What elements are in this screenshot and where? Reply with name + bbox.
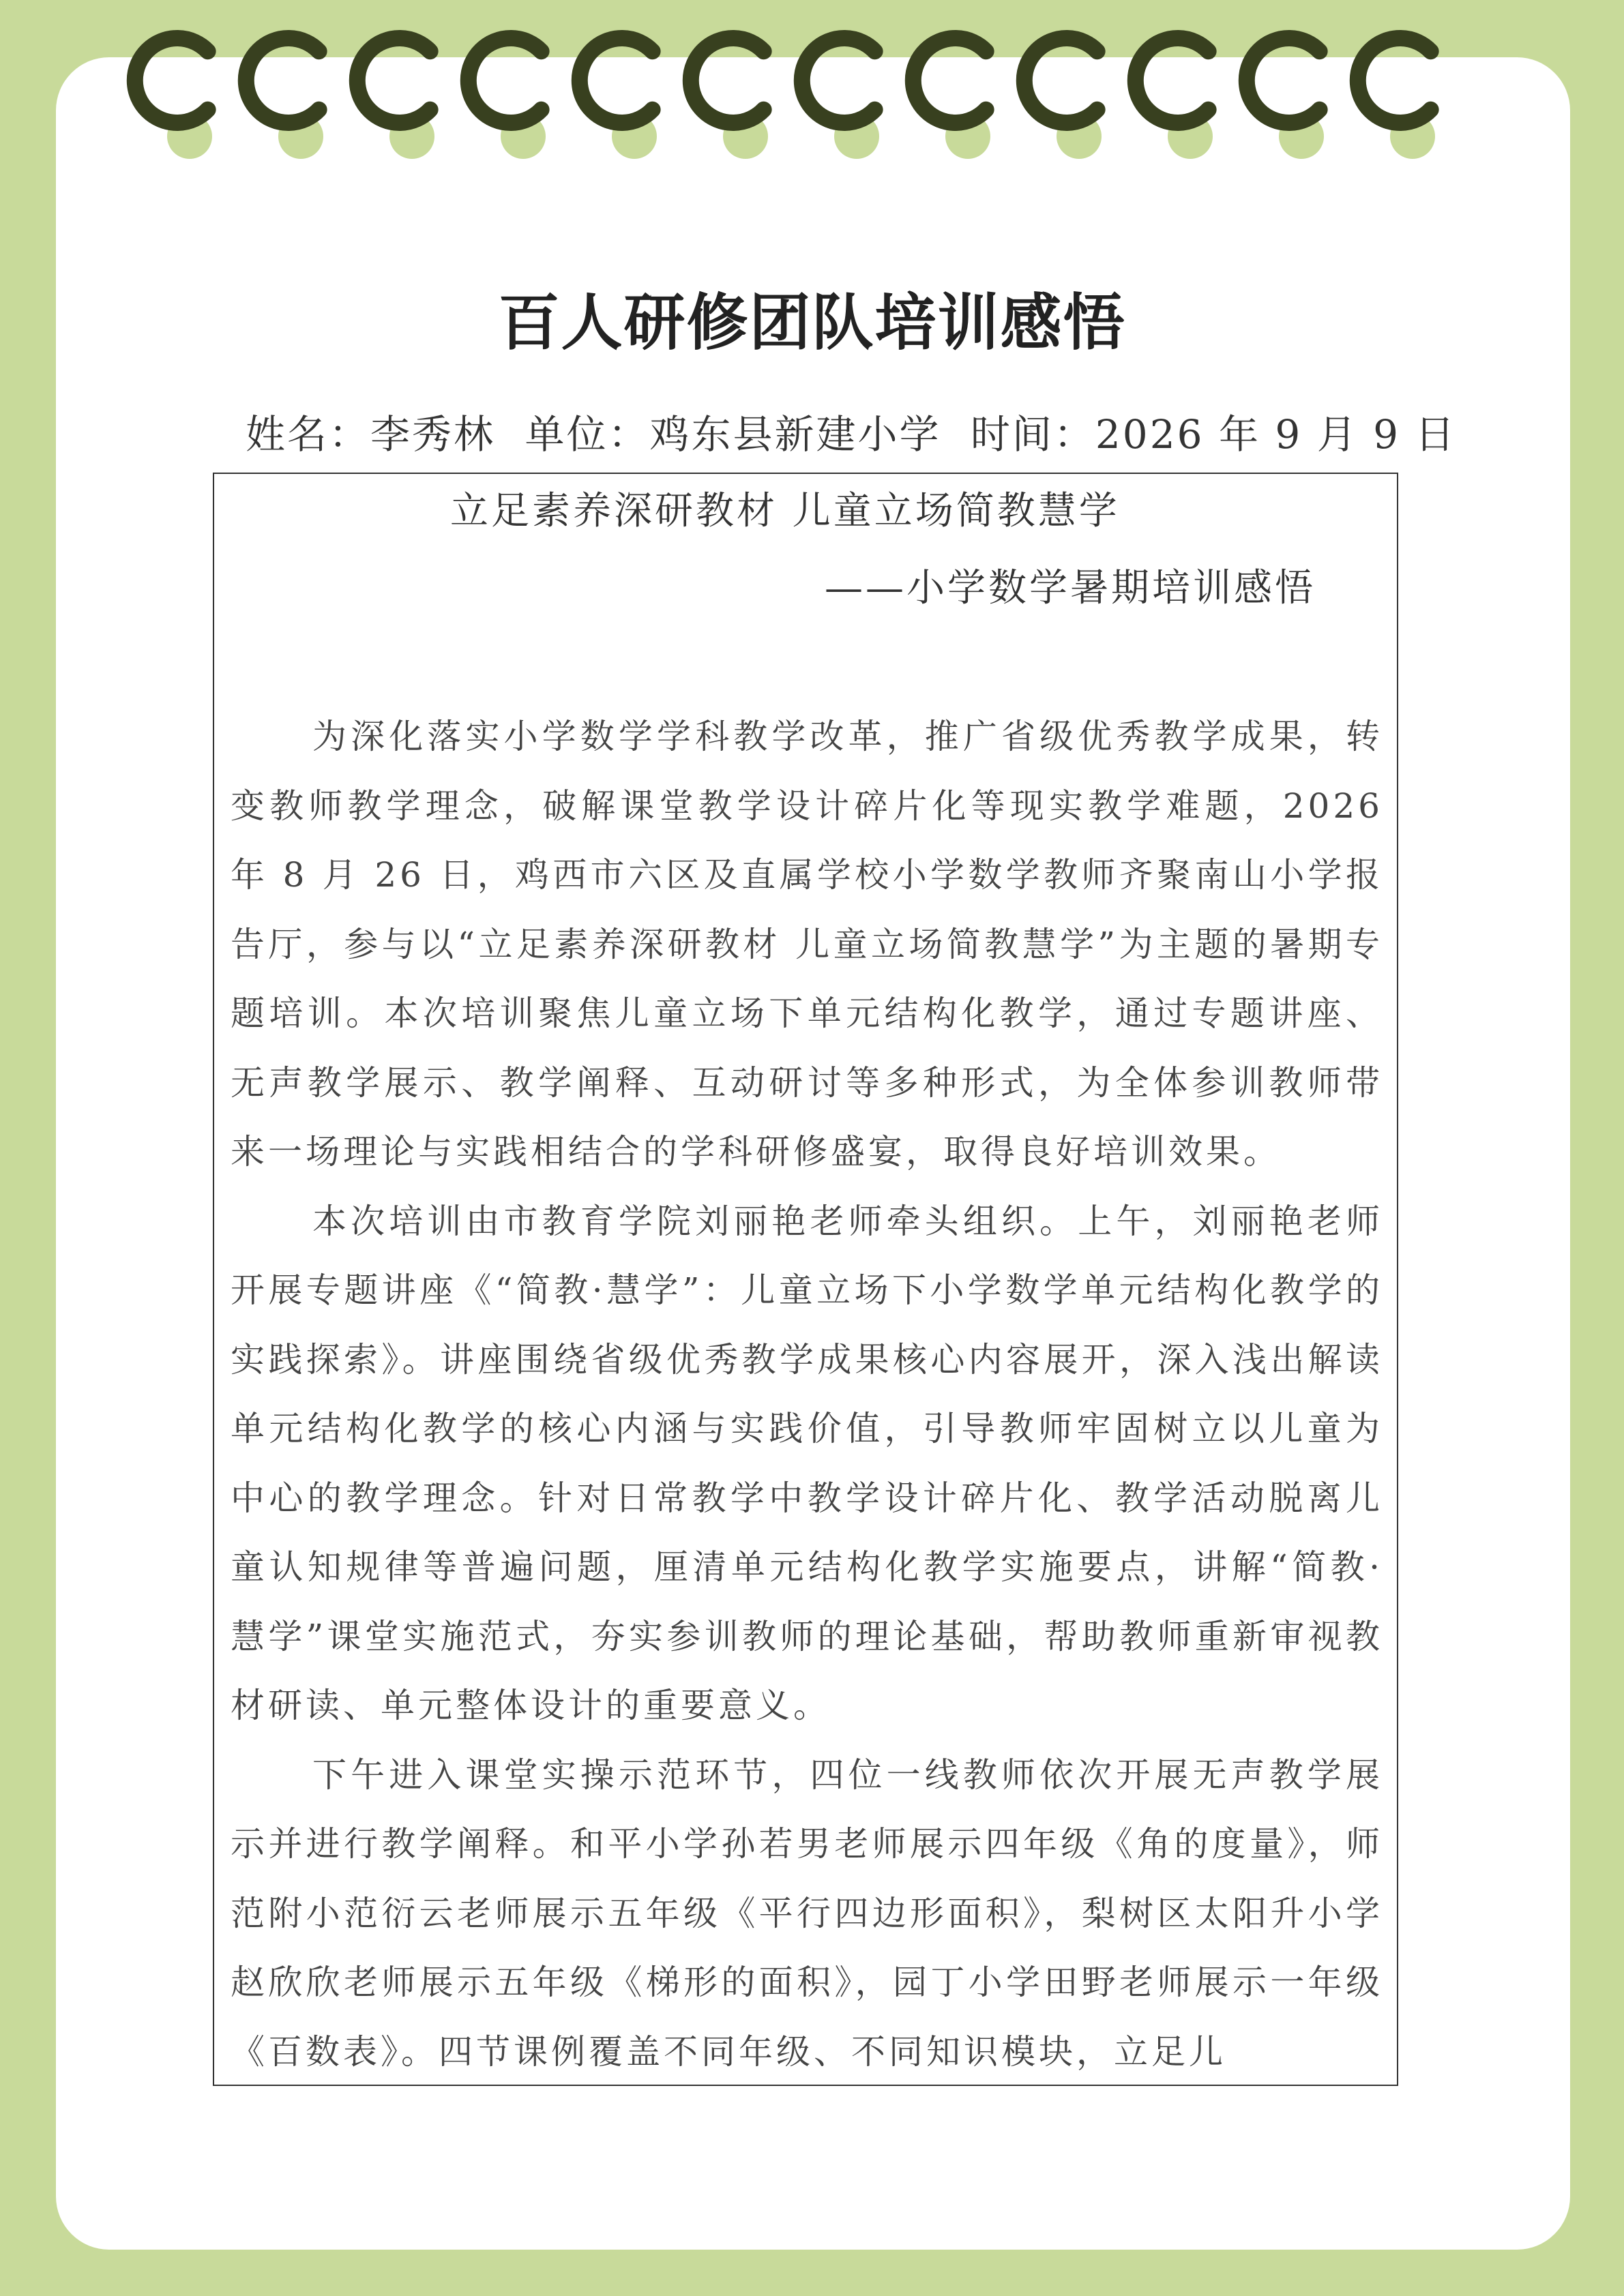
binder-ring-icon (913, 38, 990, 159)
essay-heading: 立足素养深研教材 儿童立场简教慧学 (450, 489, 1120, 533)
author-name: 姓名：李秀林 (246, 411, 496, 458)
binder-ring-icon (135, 38, 212, 159)
binder-ring-icon (1247, 38, 1324, 159)
author-unit: 单位：鸡东县新建小学 (525, 411, 941, 458)
binder-rings (0, 0, 1624, 177)
binder-ring-icon (1024, 38, 1102, 159)
binder-ring-icon (580, 38, 657, 159)
binder-ring-icon (1358, 38, 1435, 159)
essay-body (231, 702, 1383, 2086)
essay-paragraph: 本次培训由市教育学院刘丽艳老师牵头组织。上午，刘丽艳老师开展专题讲座《“简教·慧学”：儿童立场下小学数学单元结构化教学的实践探索》。讲座围绕省级优秀教学成果核心内容展开，深入浅出解读单元结构化教学的核心内涵与实践价值，引导教师牢固树立以儿童为中心的教学理念。针对日常教学中教学设计碎片化、教学活动脱离儿童认知规律等普遍问题，厘清单元结构化教学实施要点，讲解“简教·慧学”课堂实施范式，夯实参训教师的理论基础，帮助教师重新审视教材研读、单元整体设计的重要意义。 (231, 1201, 1383, 1725)
binder-ring-icon (246, 38, 323, 159)
author-date: 时间：2026 年 9 月 9 日 (970, 411, 1457, 458)
essay-paragraph: 为深化落实小学数学学科教学改革，推广省级优秀教学成果，转变教师教学理念，破解课堂教学设计碎片化等现实教学难题，2026 年 8 月 26 日，鸡西市六区及直属学校小学数学教师齐聚南山小学报告厅，参与以“立足素养深研教材 儿童立场简教慧学”为主题的暑期专题培训。本次培训聚焦儿童立场下单元结构化教学，通过专题讲座、无声教学展示、教学阐释、互动研讨等多种形式，为全体参训教师带来一场理论与实践相结合的学科研修盛宴，取得良好培训效果。 (231, 717, 1383, 1172)
author-info (246, 402, 1472, 460)
binder-ring-icon (469, 38, 546, 159)
essay-paragraph: 下午进入课堂实操示范环节，四位一线教师依次开展无声教学展示并进行教学阐释。和平小学孙若男老师展示四年级《角的度量》，师范附小范衍云老师展示五年级《平行四边形面积》，梨树区太阳升小学赵欣欣老师展示五年级《梯形的面积》，园丁小学田野老师展示一年级《百数表》。四节课例覆盖不同年级、不同知识模块，立足儿 (231, 1755, 1383, 2072)
binder-ring-icon (1136, 38, 1213, 159)
binder-ring-icon (357, 38, 434, 159)
binder-ring-icon (691, 38, 768, 159)
essay-subheading: ——小学数学暑期培训感悟 (825, 566, 1316, 610)
essay-box (213, 473, 1398, 2086)
page-title: 百人研修团队培训感悟 (498, 286, 1126, 359)
binder-ring-icon (802, 38, 879, 159)
